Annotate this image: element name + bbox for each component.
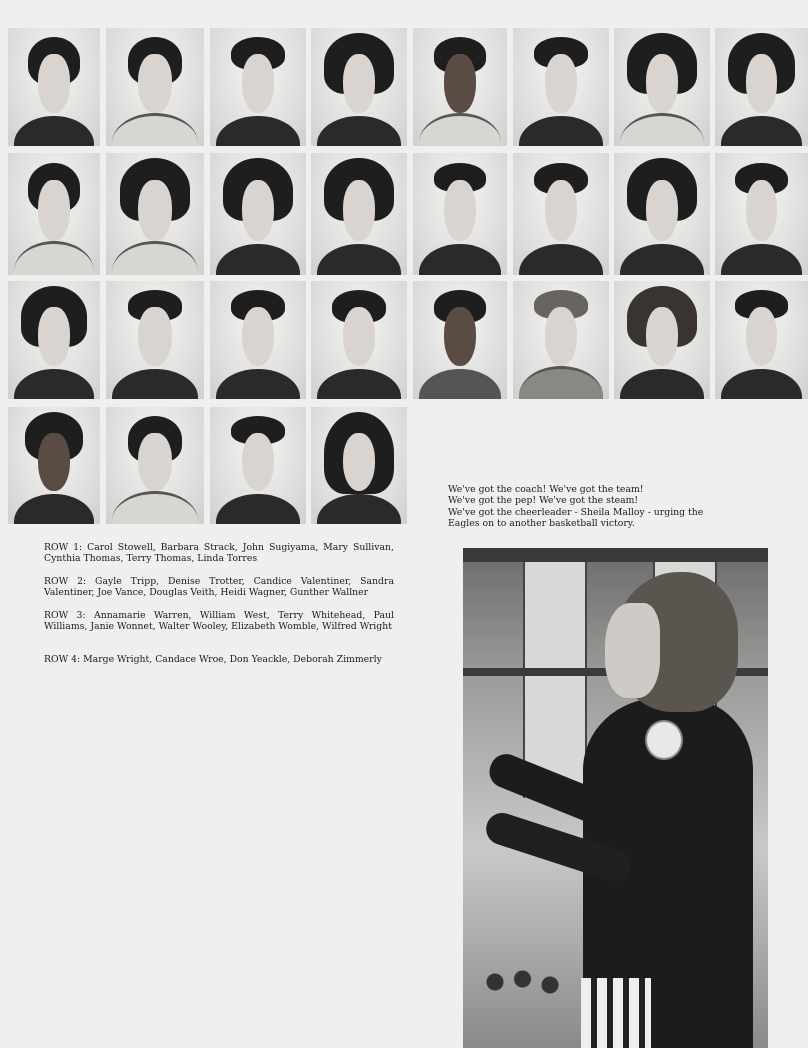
caption-row-3: ROW 3: Annamarie Warren, William West, Terry Whitehead, Paul Williams, Janie Wonnet, Walter Wooley, Elizabeth Womble, Wilfred Wright bbox=[44, 610, 394, 632]
portrait-row3-3 bbox=[210, 281, 306, 399]
portrait-row2-5 bbox=[413, 153, 507, 275]
eagle-patch-icon bbox=[645, 720, 683, 760]
portrait-row2-2 bbox=[106, 153, 204, 275]
portrait-row4-4 bbox=[311, 407, 407, 524]
portrait-row1-4 bbox=[311, 28, 407, 146]
portrait-row3-5 bbox=[413, 281, 507, 399]
portrait-row3-8 bbox=[715, 281, 808, 399]
portrait-row2-7 bbox=[614, 153, 710, 275]
portrait-row2-6 bbox=[513, 153, 609, 275]
portrait-row1-2 bbox=[106, 28, 204, 146]
portrait-row1-5 bbox=[413, 28, 507, 146]
portrait-row2-1 bbox=[8, 153, 100, 275]
portrait-row1-7 bbox=[614, 28, 710, 146]
portrait-row3-7 bbox=[614, 281, 710, 399]
quote-line-2: We've got the pep! We've got the steam! bbox=[448, 495, 639, 507]
caption-row-2: ROW 2: Gayle Tripp, Denise Trotter, Candice Valentiner, Sandra Valentiner, Joe Vance, Douglas Veith, Heidi Wagner, Gunther Wallner bbox=[44, 576, 394, 598]
portrait-row4-3 bbox=[210, 407, 306, 524]
portrait-row1-6 bbox=[513, 28, 609, 146]
portrait-row3-2 bbox=[106, 281, 204, 399]
quote-line-1: We've got the coach! We've got the team! bbox=[448, 484, 644, 495]
quote-line-3: We've got the cheerleader - Sheila Malloy - urging the bbox=[448, 506, 704, 518]
portrait-row4-2 bbox=[106, 407, 204, 524]
caption-row-1: ROW 1: Carol Stowell, Barbara Strack, John Sugiyama, Mary Sullivan, Cynthia Thomas, Terry Thomas, Linda Torres bbox=[44, 542, 394, 564]
portrait-row3-1 bbox=[8, 281, 100, 399]
portrait-row2-8 bbox=[715, 153, 808, 275]
portrait-row2-4 bbox=[311, 153, 407, 275]
portrait-row1-3 bbox=[210, 28, 306, 146]
cheer-quote bbox=[448, 484, 748, 530]
quote-line-4: Eagles on to another basketball victory. bbox=[448, 518, 635, 530]
portrait-row3-4 bbox=[311, 281, 407, 399]
portrait-row1-1 bbox=[8, 28, 100, 146]
portrait-row4-1 bbox=[8, 407, 100, 524]
portrait-row3-6 bbox=[513, 281, 609, 399]
portrait-row2-3 bbox=[210, 153, 306, 275]
portrait-row1-8 bbox=[715, 28, 808, 146]
caption-row-4: ROW 4: Marge Wright, Candace Wroe, Don Yeackle, Deborah Zimmerly bbox=[44, 654, 382, 665]
cheerleader-photo bbox=[463, 548, 768, 1048]
